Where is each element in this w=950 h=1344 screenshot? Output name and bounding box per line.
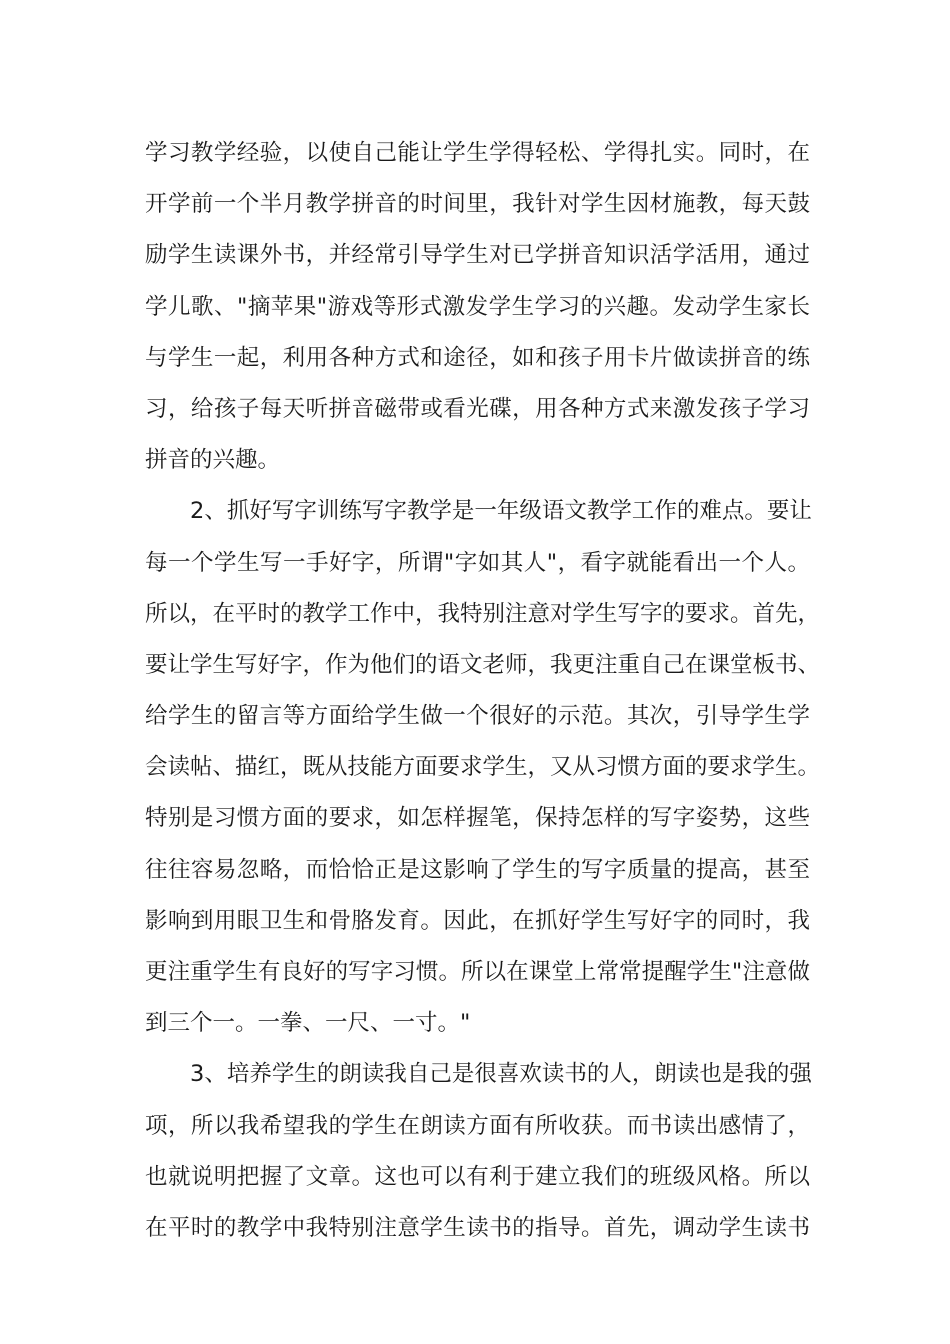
- text-line: 拼音的兴趣。: [145, 447, 281, 474]
- text-line: 学儿歌、"摘苹果"游戏等形式激发学生学习的兴趣。发动学生家长: [145, 293, 810, 320]
- text-line: 在平时的教学中我特别注意学生读书的指导。首先，调动学生读书: [145, 1214, 810, 1241]
- text-line: 学习教学经验，以使自己能让学生学得轻松、学得扎实。同时，在: [145, 140, 810, 166]
- text-line: 给学生的留言等方面给学生做一个很好的示范。其次，引导学生学: [145, 703, 810, 730]
- text-line: 往往容易忽略，而恰恰正是这影响了学生的写字质量的提高，甚至: [145, 856, 810, 883]
- text-line: 特别是习惯方面的要求，如怎样握笔，保持怎样的写字姿势，这些: [145, 805, 810, 832]
- text-line: 每一个学生写一手好字，所谓"字如其人"，看字就能看出一个人。: [145, 549, 810, 576]
- text-line: 3、培养学生的朗读我自己是很喜欢读书的人，朗读也是我的强: [190, 1061, 812, 1088]
- text-line: 影响到用眼卫生和骨胳发育。因此，在抓好学生写好字的同时，我: [145, 907, 810, 934]
- text-line: 要让学生写好字，作为他们的语文老师，我更注重自己在课堂板书、: [145, 651, 821, 678]
- text-line: 项，所以我希望我的学生在朗读方面有所收获。而书读出感情了，: [145, 1112, 810, 1139]
- text-line: 习，给孩子每天听拼音磁带或看光碟，用各种方式来激发孩子学习: [145, 395, 810, 422]
- text-line: 所以，在平时的教学工作中，我特别注意对学生写字的要求。首先，: [145, 600, 821, 627]
- text-line: 到三个一。一拳、一尺、一寸。": [145, 1010, 471, 1037]
- paragraph-2: [145, 486, 821, 1049]
- text-line: 也就说明把握了文章。这也可以有利于建立我们的班级风格。所以: [145, 1163, 810, 1190]
- text-line: 更注重学生有良好的写字习惯。所以在课堂上常常提醒学生"注意做: [145, 959, 810, 985]
- paragraph-continuation: [145, 128, 810, 486]
- text-line: 励学生读课外书，并经常引导学生对已学拼音知识活学活用，通过: [145, 242, 810, 269]
- text-line: 开学前一个半月教学拼音的时间里，我针对学生因材施教，每天鼓: [145, 191, 810, 218]
- text-line: 与学生一起，利用各种方式和途径，如和孩子用卡片做读拼音的练: [145, 344, 810, 371]
- document-body: [145, 128, 821, 1254]
- text-line: 2、抓好写字训练写字教学是一年级语文教学工作的难点。要让: [190, 498, 812, 525]
- paragraph-3: [145, 1049, 810, 1254]
- text-line: 会读帖、描红，既从技能方面要求学生，又从习惯方面的要求学生。: [145, 754, 821, 781]
